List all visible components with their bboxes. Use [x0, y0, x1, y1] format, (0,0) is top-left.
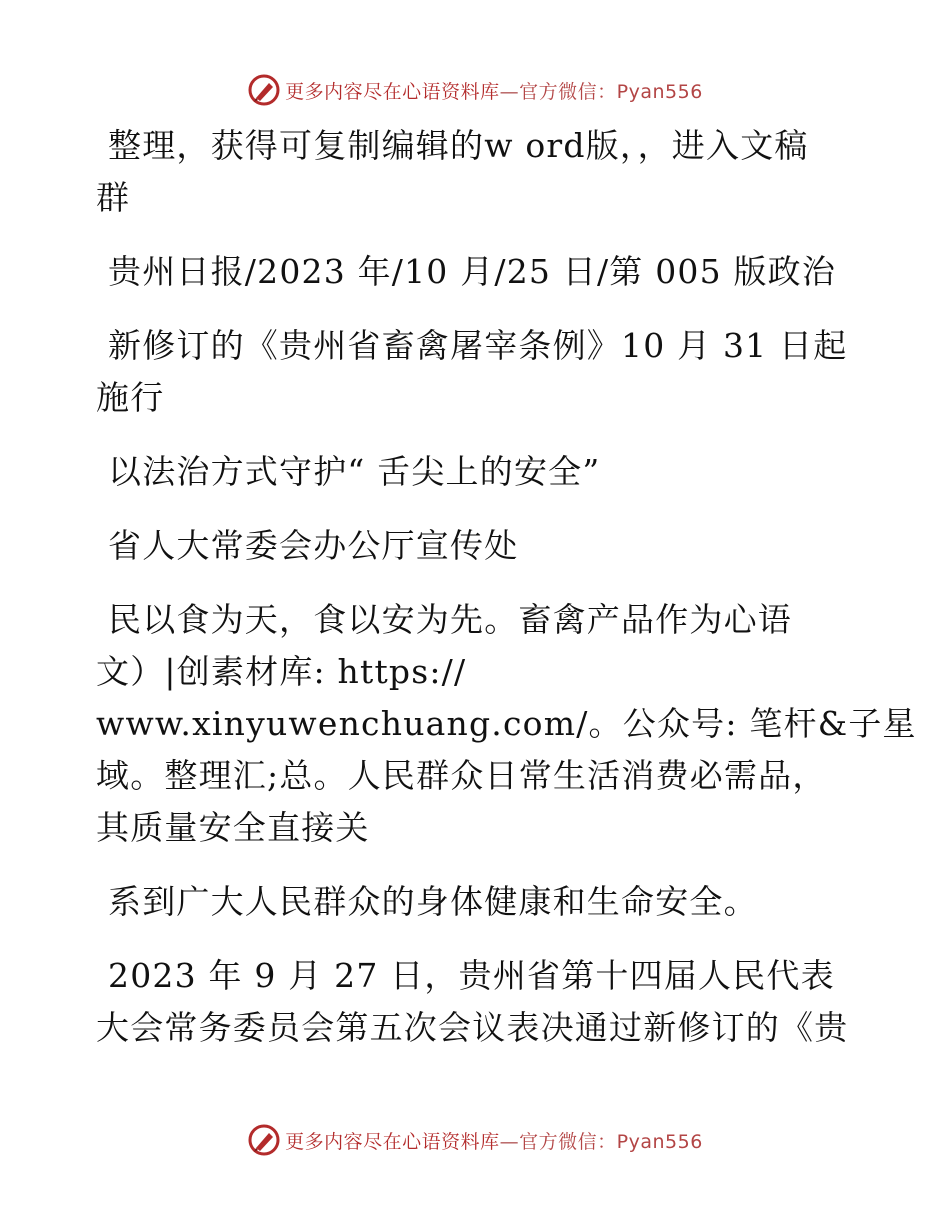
- pen-logo-icon: [247, 73, 281, 107]
- text-line: 域。整理汇;总。人民群众日常生活消费必需品，: [96, 756, 827, 795]
- text-line: 施行: [96, 378, 165, 417]
- paragraph-body-1: [96, 594, 917, 854]
- text-line: 群: [96, 178, 131, 217]
- banner-wechat-text: 官方微信：Pyan556: [519, 1130, 703, 1153]
- banner-separator: —: [499, 80, 520, 103]
- text-line: www.xinyuwenchuang.com/。公众号: 笔杆&子星: [96, 704, 917, 743]
- paragraph-subheadline: [96, 446, 856, 498]
- header-banner: [0, 70, 950, 110]
- text-line: 文）|创素材库: https://: [96, 652, 467, 691]
- footer-banner: [0, 1120, 950, 1160]
- pen-logo-icon: [247, 1123, 281, 1157]
- paragraph-source: [96, 246, 856, 298]
- banner-wechat-text: 官方微信：Pyan556: [519, 80, 703, 103]
- paragraph-body-2: [96, 876, 856, 928]
- paragraph-author: [96, 520, 856, 572]
- text-line: 系到广大人民群众的身体健康和生命安全。: [108, 882, 758, 921]
- text-line: 以法治方式守护“ 舌尖上的安全”: [108, 452, 601, 491]
- text-line: 民以食为天，食以安为先。畜禽产品作为心语: [108, 600, 792, 639]
- text-line: 其质量安全直接关: [96, 808, 370, 847]
- document-body: [96, 120, 917, 1054]
- banner-separator: —: [499, 1130, 520, 1153]
- banner-main-text: 更多内容尽在心语资料库: [285, 80, 500, 103]
- paragraph-body-3: [96, 950, 856, 1054]
- text-line: 贵州日报/2023 年/10 月/25 日/第 005 版政治: [108, 252, 837, 291]
- text-line: 2023 年 9 月 27 日，贵州省第十四届人民代表: [108, 956, 835, 995]
- banner-text: [285, 77, 703, 104]
- banner-text: [285, 1127, 703, 1154]
- banner-main-text: 更多内容尽在心语资料库: [285, 1130, 500, 1153]
- text-line: 省人大常委会办公厅宣传处: [108, 526, 519, 565]
- text-line: 新修订的《贵州省畜禽屠宰条例》10 月 31 日起: [108, 326, 848, 365]
- text-line: 大会常务委员会第五次会议表决通过新修订的《贵: [96, 1008, 849, 1047]
- paragraph-headline: [96, 320, 856, 424]
- text-line: 整理，获得可复制编辑的w ord版，，进入文稿: [108, 126, 809, 165]
- paragraph-intro: [96, 120, 856, 224]
